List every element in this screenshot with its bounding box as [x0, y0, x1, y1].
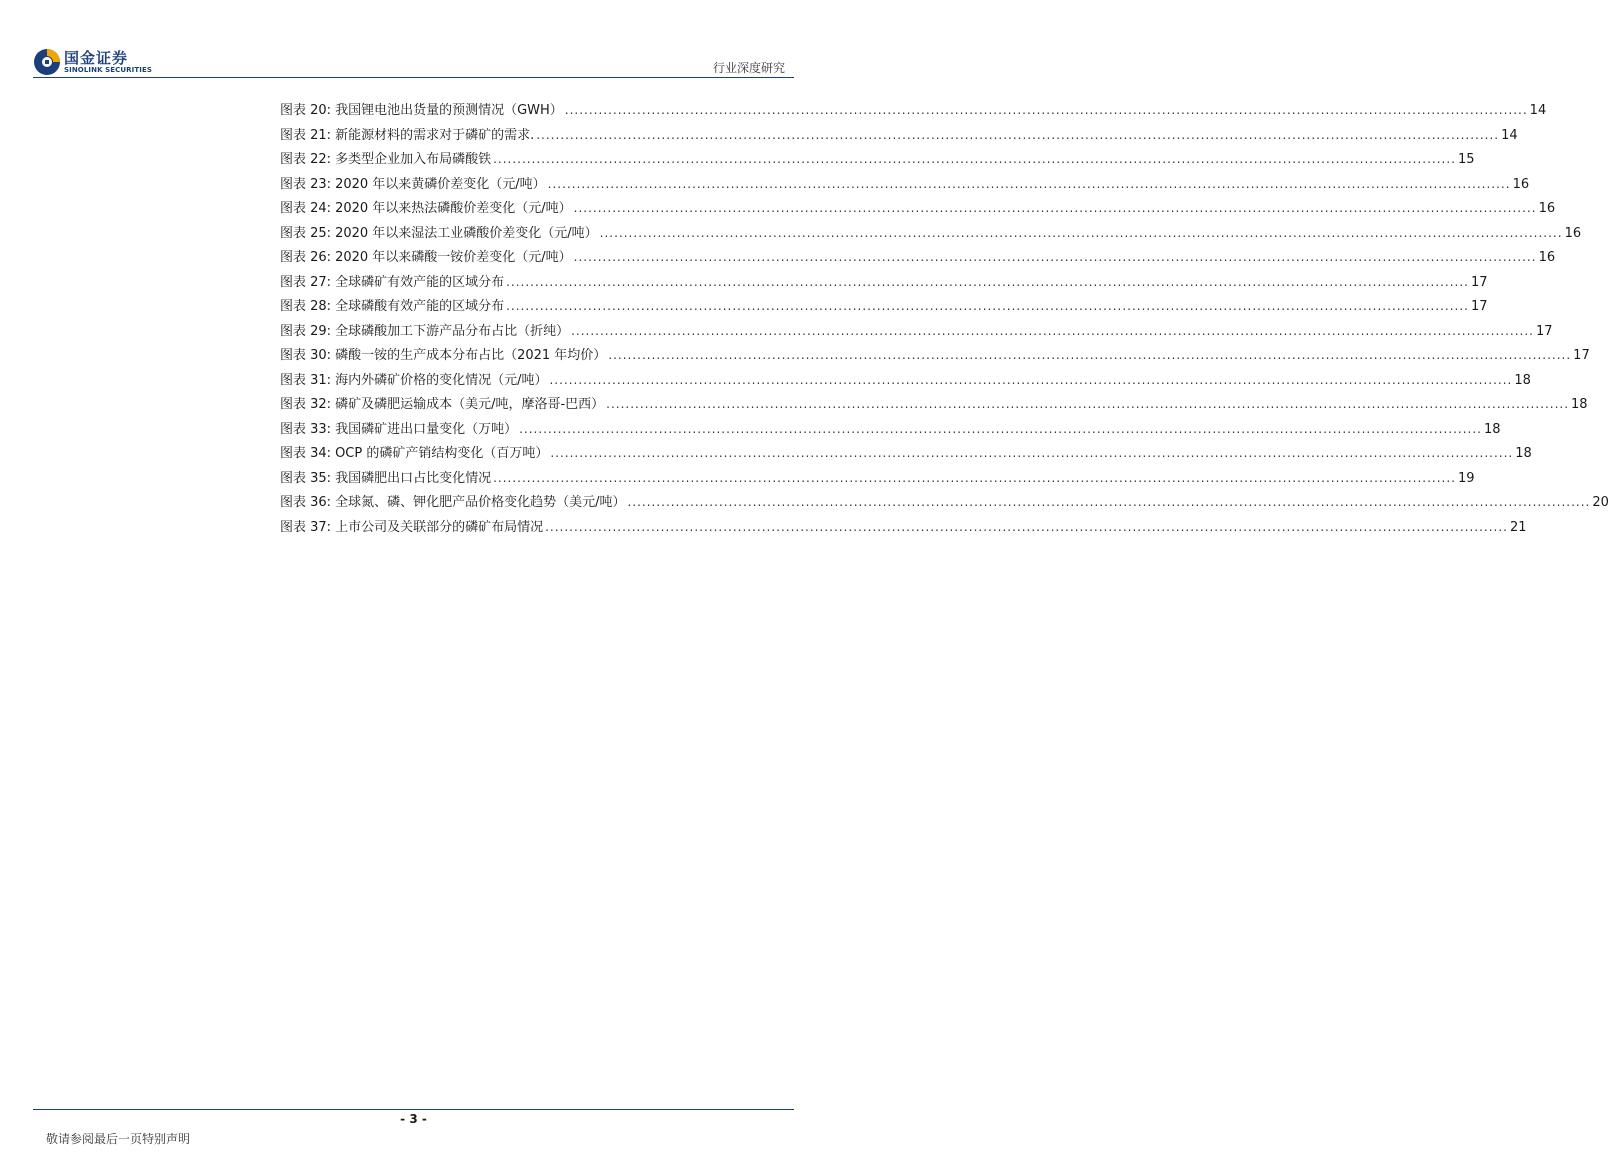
toc-entry[interactable]	[280, 344, 1590, 369]
toc-dot-leader: ........................................................................................................................................................................................................	[506, 274, 1469, 289]
toc-entry[interactable]	[280, 148, 1475, 173]
logo-chinese-name: 国金证券	[64, 49, 129, 67]
toc-entry[interactable]	[280, 197, 1556, 222]
toc-dot-leader: ........................................................................................................................................................................................................	[547, 176, 1511, 191]
toc-entry[interactable]	[280, 320, 1553, 345]
toc-dot-leader: ........................................................................................................................................................................................................	[627, 495, 1591, 509]
toc-dot-leader: ........................................................................................................................................................................................................	[606, 397, 1570, 411]
toc-entry-page: 18	[1515, 446, 1532, 461]
toc-entry-page: 16	[1538, 201, 1556, 216]
toc-entry-title: 2020 年以来热法磷酸价差变化（元/吨）	[335, 201, 572, 216]
toc-entry-title: 我国锂电池出货量的预测情况（GWH）	[335, 103, 563, 118]
footer-divider	[33, 1109, 794, 1110]
toc-entry-page: 18	[1483, 421, 1501, 437]
toc-entry-title: 全球磷酸加工下游产品分布占比（折纯）	[335, 323, 570, 339]
toc-dot-leader: ........................................................................................................................................................................................................	[573, 201, 1537, 215]
toc-entry[interactable]	[280, 173, 1530, 198]
toc-entry-page: 18	[1571, 397, 1588, 412]
toc-entry-title: 2020 年以来湿法工业磷酸价差变化（元/吨）	[335, 225, 598, 241]
toc-dot-leader: ........................................................................................................................................................................................................	[536, 127, 1500, 142]
report-type: 行业深度研究	[712, 61, 785, 75]
toc-entry-title: 上市公司及关联部分的磷矿布局情况	[335, 519, 544, 535]
toc-entry[interactable]	[280, 442, 1532, 467]
toc-entry-page: 15	[1457, 152, 1475, 167]
toc-entry-label: 图表 36:	[280, 495, 332, 510]
toc-entry[interactable]	[280, 222, 1582, 247]
toc-entry-label: 图表 25:	[280, 225, 332, 241]
toc-dot-leader: ........................................................................................................................................................................................................	[573, 250, 1537, 264]
toc-dot-leader: ........................................................................................................................................................................................................	[608, 348, 1572, 362]
toc-dot-leader: ........................................................................................................................................................................................................	[564, 103, 1528, 117]
toc-entry-label: 图表 20:	[280, 103, 332, 118]
company-logo	[33, 47, 153, 79]
toc-entry[interactable]	[280, 124, 1518, 149]
toc-entry-page: 17	[1470, 274, 1488, 290]
toc-entry-page: 21	[1509, 519, 1527, 535]
toc-entry-label: 图表 33:	[280, 421, 332, 437]
toc-dot-leader: ........................................................................................................................................................................................................	[550, 446, 1514, 460]
toc-entry-label: 图表 26:	[280, 250, 332, 265]
toc-entry[interactable]	[280, 369, 1531, 394]
toc-entry-label: 图表 27:	[280, 274, 332, 290]
toc-entry-page: 17	[1535, 323, 1553, 339]
toc-entry[interactable]	[280, 99, 1547, 124]
toc-entry[interactable]	[280, 516, 1527, 541]
header-divider	[33, 77, 794, 78]
toc-dot-leader: ........................................................................................................................................................................................................	[599, 225, 1563, 240]
disclaimer-note: 敬请参阅最后一页特别声明	[46, 1132, 191, 1146]
page-header	[0, 0, 827, 80]
toc-entry-title: 2020 年以来黄磷价差变化（元/吨）	[335, 176, 546, 192]
toc-entry-title: 新能源材料的需求对于磷矿的需求.	[335, 127, 535, 143]
toc-entry[interactable]	[280, 418, 1501, 443]
toc-entry-page: 17	[1470, 299, 1488, 314]
toc-entry-label: 图表 32:	[280, 397, 332, 412]
table-of-figures	[280, 99, 1609, 540]
toc-entry[interactable]	[280, 393, 1588, 418]
toc-entry[interactable]	[280, 491, 1609, 516]
toc-entry-page: 14	[1529, 103, 1547, 118]
toc-dot-leader: ........................................................................................................................................................................................................	[571, 323, 1534, 338]
toc-dot-leader: ........................................................................................................................................................................................................	[493, 152, 1456, 166]
toc-entry-label: 图表 34:	[280, 446, 332, 461]
toc-entry-title: 多类型企业加入布局磷酸铁	[335, 152, 492, 167]
toc-entry-page: 14	[1501, 127, 1518, 143]
toc-entry-page: 18	[1514, 372, 1531, 388]
toc-entry-title: 全球氮、磷、钾化肥产品价格变化趋势（美元/吨）	[335, 495, 626, 510]
toc-entry-page: 16	[1538, 250, 1556, 265]
toc-dot-leader: ........................................................................................................................................................................................................	[506, 299, 1469, 313]
toc-entry[interactable]	[280, 467, 1475, 492]
toc-entry-title: 我国磷矿进出口量变化（万吨）	[335, 421, 518, 437]
toc-entry-title: 全球磷酸有效产能的区域分布	[335, 299, 505, 314]
logo-english-name: SINOLINK SECURITIES	[64, 66, 152, 74]
toc-dot-leader: ........................................................................................................................................................................................................	[519, 421, 1482, 436]
toc-entry-title: 海内外磷矿价格的变化情况（元/吨）	[335, 372, 548, 388]
toc-entry-label: 图表 35:	[280, 470, 332, 486]
toc-entry-page: 17	[1573, 348, 1590, 363]
toc-entry-label: 图表 30:	[280, 348, 332, 363]
toc-entry-title: 全球磷矿有效产能的区域分布	[335, 274, 505, 290]
toc-entry-label: 图表 21:	[280, 127, 332, 143]
toc-entry-page: 19	[1457, 470, 1475, 486]
toc-dot-leader: ........................................................................................................................................................................................................	[545, 519, 1508, 534]
toc-entry-page: 16	[1564, 225, 1582, 241]
page-number: - 3 -	[400, 1112, 427, 1126]
toc-entry-page: 16	[1512, 176, 1530, 192]
toc-entry[interactable]	[280, 295, 1488, 320]
toc-dot-leader: ........................................................................................................................................................................................................	[549, 372, 1513, 387]
toc-entry-page: 20	[1592, 495, 1609, 510]
toc-entry-title: 2020 年以来磷酸一铵价差变化（元/吨）	[335, 250, 572, 265]
toc-entry[interactable]	[280, 271, 1488, 296]
toc-entry-title: OCP 的磷矿产销结构变化（百万吨）	[335, 446, 549, 461]
toc-entry-label: 图表 29:	[280, 323, 332, 339]
sinolink-logo-icon	[33, 48, 61, 76]
toc-entry-label: 图表 24:	[280, 201, 332, 216]
toc-entry-title: 磷矿及磷肥运输成本（美元/吨，摩洛哥-巴西）	[335, 397, 605, 412]
toc-entry-label: 图表 28:	[280, 299, 332, 314]
toc-entry-label: 图表 31:	[280, 372, 332, 388]
toc-entry-title: 磷酸一铵的生产成本分布占比（2021 年均价）	[335, 348, 607, 363]
toc-dot-leader: ........................................................................................................................................................................................................	[493, 470, 1456, 485]
toc-entry-label: 图表 37:	[280, 519, 332, 535]
toc-entry-label: 图表 22:	[280, 152, 332, 167]
toc-entry-title: 我国磷肥出口占比变化情况	[335, 470, 492, 486]
toc-entry[interactable]	[280, 246, 1556, 271]
toc-entry-label: 图表 23:	[280, 176, 332, 192]
